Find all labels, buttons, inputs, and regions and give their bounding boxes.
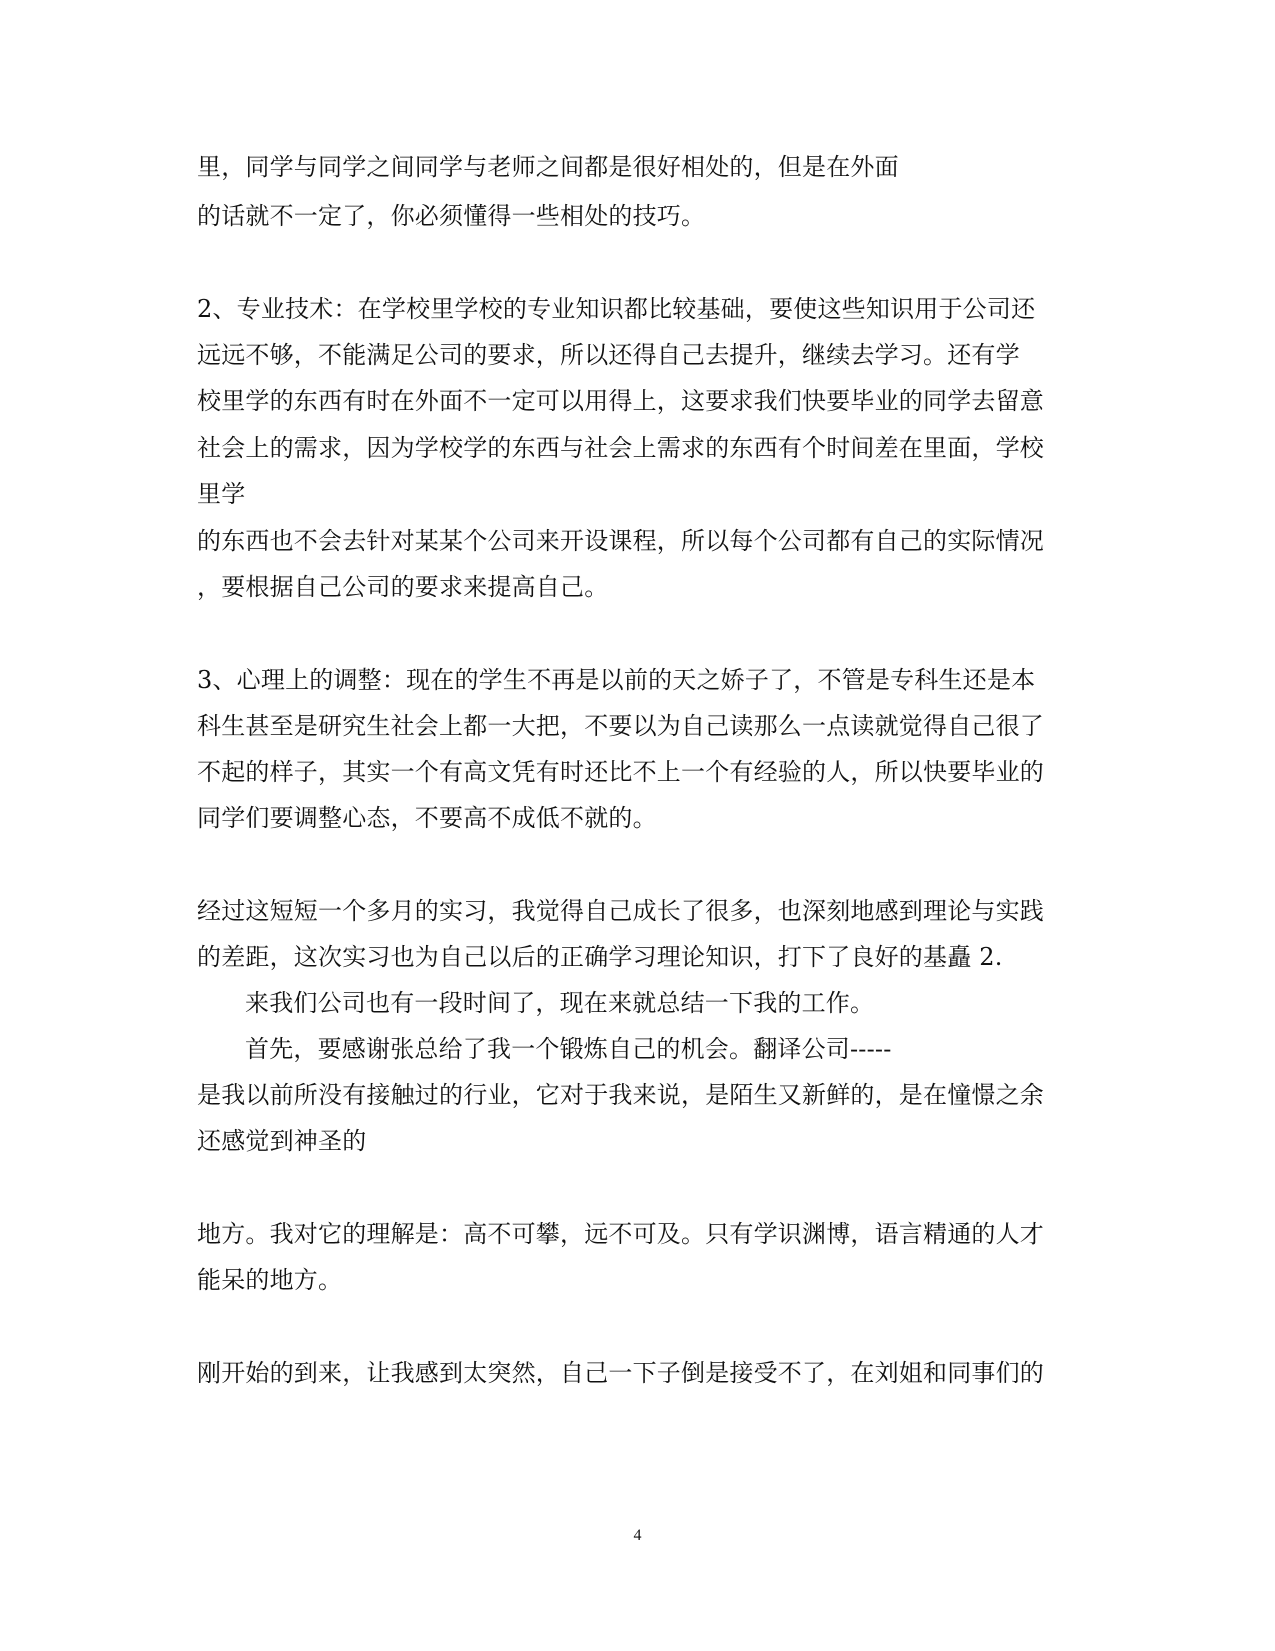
text-line: 还感觉到神圣的 — [197, 1127, 367, 1155]
page-number: 4 — [633, 1527, 642, 1544]
text-line: 不起的样子，其实一个有高文凭有时还比不上一个有经验的人，所以快要毕业的 — [197, 758, 1044, 786]
text-line: 能呆的地方。 — [197, 1266, 343, 1294]
text-line: 的东西也不会去针对某某个公司来开设课程，所以每个公司都有自己的实际情况 — [197, 527, 1044, 555]
text-line: 远远不够，不能满足公司的要求，所以还得自己去提升，继续去学习。还有学 — [197, 341, 1020, 369]
text-line: 地方。我对它的理解是：高不可攀，远不可及。只有学识渊博，语言精通的人才 — [197, 1220, 1044, 1248]
text-line: 2、专业技术：在学校里学校的专业知识都比较基础，要使这些知识用于公司还 — [197, 295, 1036, 323]
text-line: 科生甚至是研究生社会上都一大把，不要以为自己读那么一点读就觉得自己很了 — [197, 712, 1044, 740]
text-line: ，要根据自己公司的要求来提高自己。 — [197, 573, 609, 601]
text-line: 经过这短短一个多月的实习，我觉得自己成长了很多，也深刻地感到理论与实践 — [197, 897, 1044, 925]
text-line: 3、心理上的调整：现在的学生不再是以前的天之娇子了，不管是专科生还是本 — [197, 666, 1036, 694]
text-line: 里，同学与同学之间同学与老师之间都是很好相处的，但是在外面 — [197, 153, 899, 181]
text-line: 同学们要调整心态，不要高不成低不就的。 — [197, 804, 657, 832]
text-line: 社会上的需求，因为学校学的东西与社会上需求的东西有个时间差在里面，学校 — [197, 434, 1044, 462]
text-line: 的话就不一定了，你必须懂得一些相处的技巧。 — [197, 202, 706, 230]
text-line: 来我们公司也有一段时间了，现在来就总结一下我的工作。 — [245, 989, 875, 1017]
text-line: 刚开始的到来，让我感到太突然，自己一下子倒是接受不了，在刘姐和同事们的 — [197, 1359, 1044, 1387]
text-line: 首先，要感谢张总给了我一个锻炼自己的机会。翻译公司----- — [245, 1035, 892, 1063]
text-line: 里学 — [197, 480, 246, 508]
text-line: 校里学的东西有时在外面不一定可以用得上，这要求我们快要毕业的同学去留意 — [197, 387, 1044, 415]
text-line: 的差距，这次实习也为自己以后的正确学习理论知识，打下了良好的基矗 2. — [197, 943, 1003, 971]
text-line: 是我以前所没有接触过的行业，它对于我来说，是陌生又新鲜的，是在憧憬之余 — [197, 1081, 1044, 1109]
